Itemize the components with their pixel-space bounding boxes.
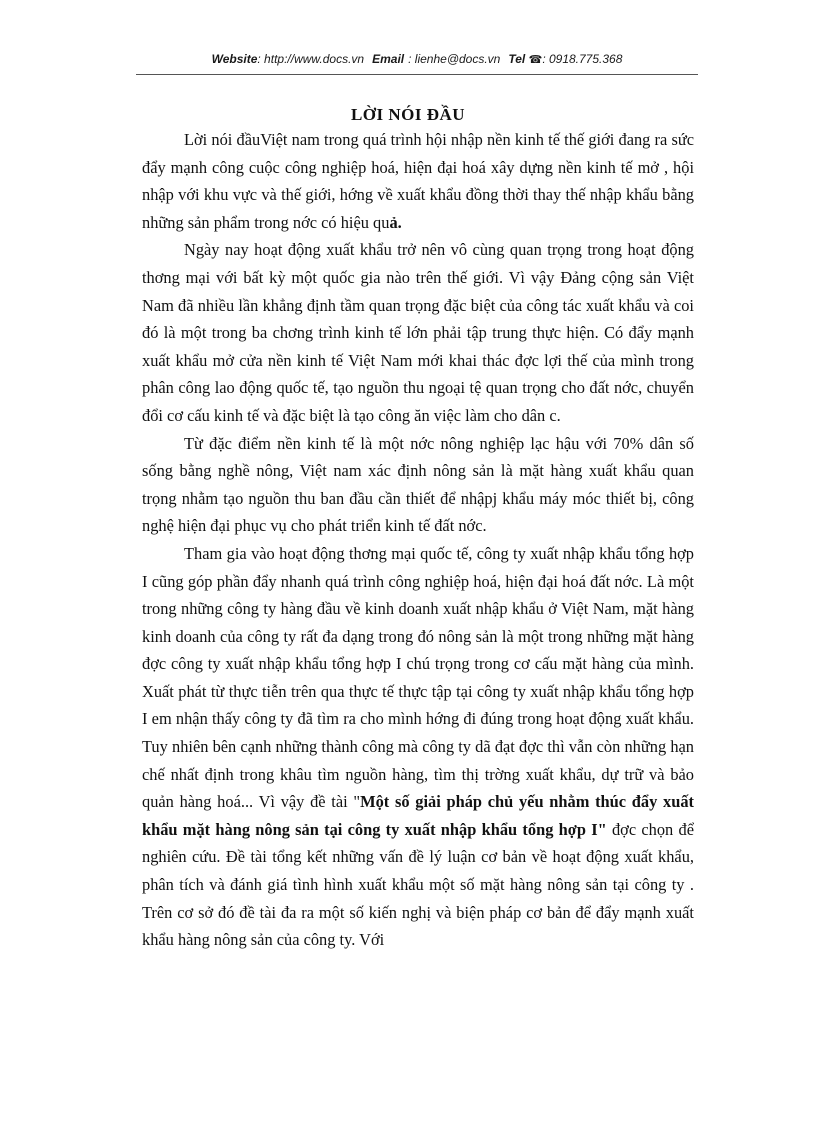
phone-icon: ☎	[528, 54, 543, 66]
paragraph-4	[142, 540, 694, 954]
thesis-topic-title: Một số giải pháp chủ yếu nhằm thúc đẩy xuất khẩu mặt hàng nông sản tại công ty xuất nhập khẩu tổng hợp I"	[142, 792, 694, 839]
email-label: Email	[372, 52, 405, 66]
paragraph-4-start: Tham gia vào hoạt động thơng mại quốc tế, công ty xuất nhập khẩu tổng hợp I cũng góp phần đẩy nhanh quá trình công nghiệp hoá, hiện đại hoá đất nớc. Là một trong những công ty hàng đầu về kinh doanh xuất nhập khẩu ở Việt Nam, mặt hàng kinh doanh của công ty rất đa dạng trong đó nông sản là một trong những mặt hàng đợc công ty xuất nhập khẩu tổng hợp I chú trọng trong cơ cấu mặt hàng của mình. Xuất phát từ thực tiễn trên qua thực tế thực tập tại công ty xuất nhập khẩu tổng hợp I em nhận thấy công ty đã tìm ra cho mình hớng đi đúng trong hoạt động xuất khẩu. Tuy nhiên bên cạnh những thành công mà công ty dã đạt đợc thì vẫn còn những hạn chế nhất định trong khâu tìm nguồn hàng, tìm thị trờng xuất khẩu, dự trữ và bảo quản hàng hoá... Vì vậy đề tài "	[142, 543, 694, 812]
page-header	[136, 46, 698, 75]
email-link[interactable]: : lienhe@docs.vn	[408, 52, 501, 66]
tel-value: : 0918.775.368	[542, 52, 623, 66]
paragraph-2: Ngày nay hoạt động xuất khẩu trở nên vô cùng quan trọng trong hoạt động thơng mại với bất kỳ một quốc gia nào trên thế giới. Vì vậy Đảng cộng sản Việt Nam đã nhiều lần khẳng định tầm quan trọng đặc biệt của công tác xuất khẩu và coi đó là một trong ba chơng trình kinh tế lớn phải tập trung thực hiện. Có đẩy mạnh xuất khẩu mở cửa nền kinh tế Việt Nam mới khai thác đợc lợi thế của mình trong phân công lao động quốc tế, tạo nguồn thu ngoại tệ quan trọng cho đất nớc, chuyển đổi cơ cấu kinh tế và đặc biệt là tạo công ăn việc làm cho dân c.	[142, 240, 694, 425]
paragraph-1-lead: Lời nói đầu	[184, 130, 261, 149]
paragraph-3: Từ đặc điểm nền kinh tế là một nớc nông nghiệp lạc hậu với 70% dân số sống bằng nghề nông, Việt nam xác định nông sản là mặt hàng xuất khẩu quan trọng nhằm tạo nguồn thu ban đầu cần thiết để nhậpj khẩu máy móc thiết bị, công nghệ hiện đại phục vụ cho phát triển kinh tế đất nớc.	[142, 433, 694, 536]
paragraph-1-end: ả.	[389, 212, 402, 232]
paragraph-1	[142, 126, 694, 236]
tel-label: Tel	[508, 52, 526, 66]
document-title: LỜI NÓI ĐẦU	[350, 105, 466, 124]
document-body	[142, 126, 694, 954]
website-label: Website	[211, 52, 258, 66]
paragraph-1-text: Việt nam trong quá trình hội nhập nền kinh tế thế giới đang ra sức đẩy mạnh công cuộc công nghiệp hoá, hiện đại hoá xây dựng nền kinh tế mở , hội nhập với khu vực và thế giới, hớng về xuất khẩu đồng thời thay thế nhập khẩu bằng những sản phẩm trong nớc có hiệu qu	[142, 130, 695, 232]
website-link[interactable]: : http://www.docs.vn	[257, 52, 365, 66]
paragraph-4-end: đợc chọn để nghiên cứu. Đề tài tổng kết những vấn đề lý luận cơ bản về hoạt động xuất khẩu, phân tích và đánh giá tình hình xuất khẩu một số mặt hàng nông sản tại công ty . Trên cơ sở đó đề tài đa ra một số kiến nghị và biện pháp cơ bản để đẩy mạnh xuất khẩu hàng nông sản của công ty. Với	[142, 819, 694, 950]
